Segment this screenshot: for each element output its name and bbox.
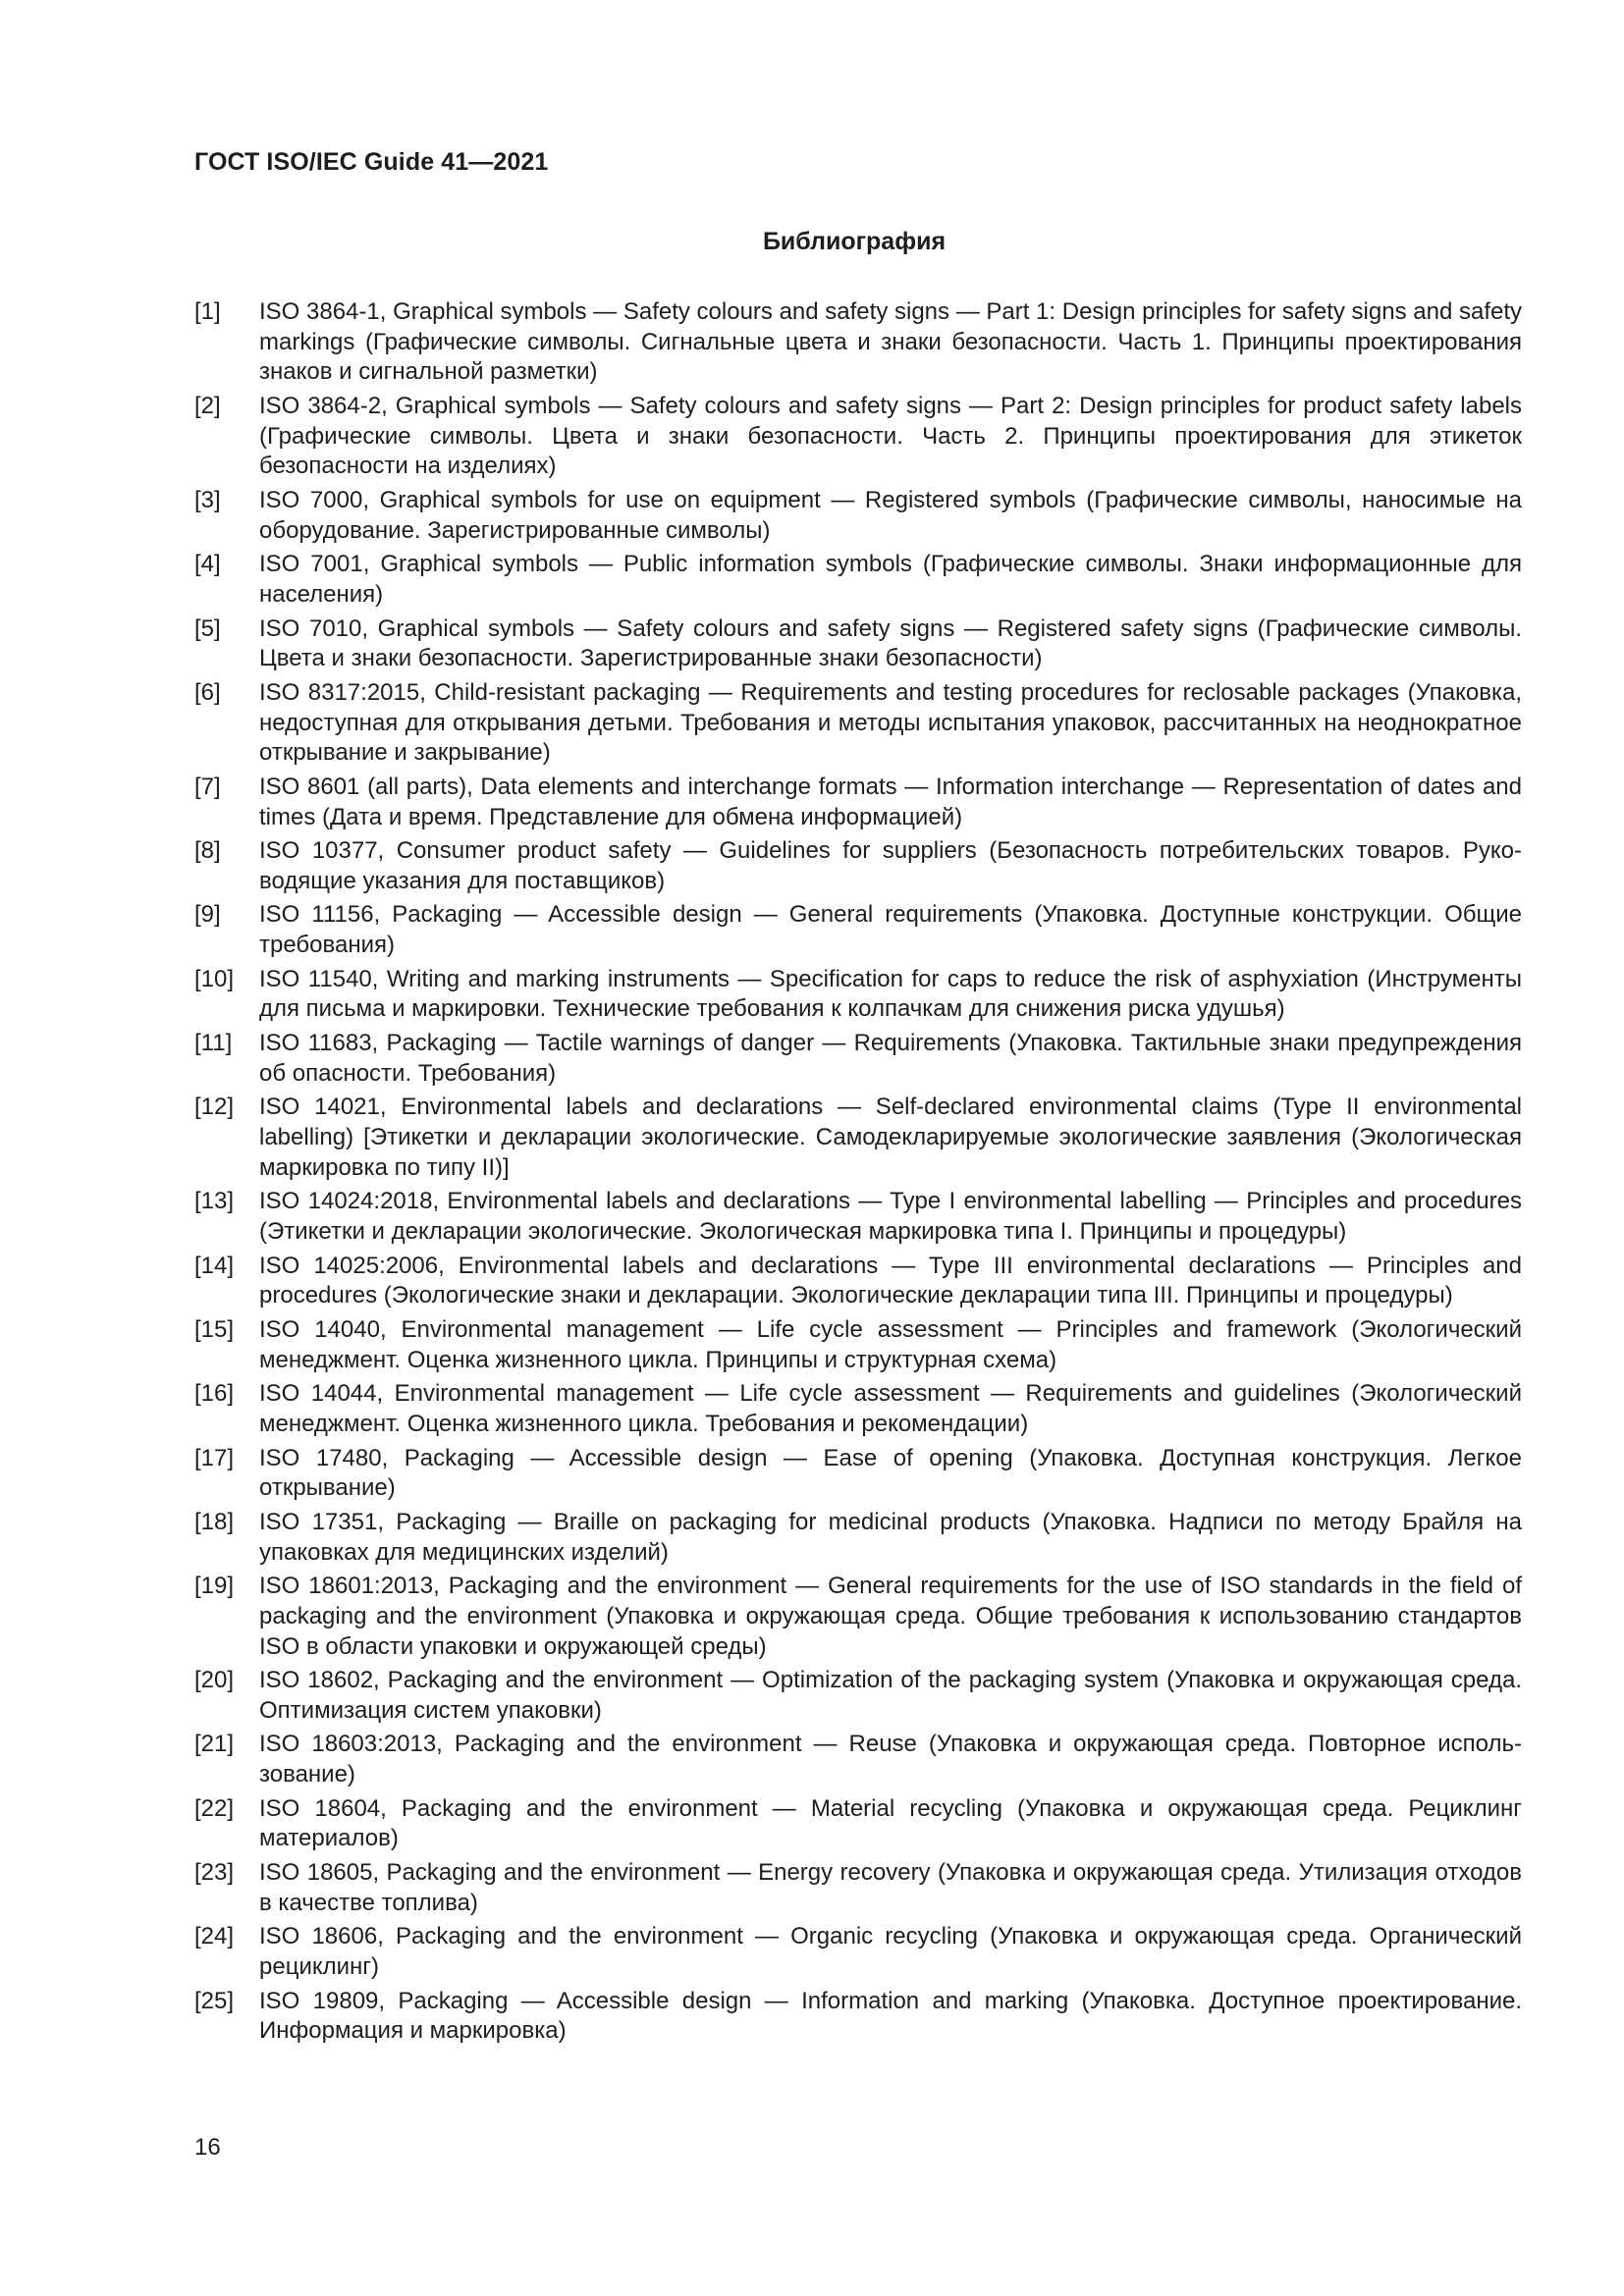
entry-text: ISO 3864-1, Graphical symbols — Safety colours and safety signs — Part 1: Design principles for safety signs and safety markings (Графические символы. Сигнальные цвета и знаки безопасности. Часть 1. Принципы проектирования знаков и сигнальной разметки) [259,298,1522,386]
entry-number: [5] [194,614,221,642]
entry-number: [23] [194,1859,235,1887]
bibliography-entry [194,1730,1522,1789]
entry-text: ISO 10377, Consumer product safety — Guidelines for suppliers (Безопасность потребительских товаров. Руководящие указания для поставщиков) [259,837,1522,894]
bibliography-entry [194,297,1522,388]
bibliography-entry [194,678,1522,769]
bibliography-entry [194,1029,1522,1089]
entry-text: ISO 19809, Packaging — Accessible design — Information and marking (Упаковка. Доступное проектирование. Информация и маркировка) [259,1987,1522,2045]
entry-number: [18] [194,1508,235,1535]
bibliography-entry [194,392,1522,482]
entry-text: ISO 8317:2015, Child-resistant packaging — Requirements and testing procedures for reclosable packages (Упаковка, недоступная для открывания детьми. Требования и методы испытания упаковок, рассчитанных на неоднократное открывание и закрывание) [259,678,1522,767]
entry-number: [22] [194,1794,235,1822]
bibliography-title: Библиография [762,228,947,255]
bibliography-entry [194,1572,1522,1662]
entry-text: ISO 11156, Packaging — Accessible design — General requirements (Упаковка. Доступные конструкции. Общие требования) [259,901,1522,959]
bibliography-entry [194,1093,1522,1183]
entry-number: [3] [194,487,221,513]
entry-number: [17] [194,1444,235,1471]
entry-number: [10] [194,965,235,992]
bibliography-entry [194,1922,1522,1982]
bibliography-entry [194,1666,1522,1726]
entry-text: ISO 14025:2006, Environmental labels and declarations — Type III environmental declarations — Principles and procedures (Экологические знаки и декларации. Экологические декларации типа III. Принципы и процедуры) [259,1252,1522,1309]
entry-number: [2] [194,393,221,419]
entry-text: ISO 18604, Packaging and the environment — Material recycling (Упаковка и окружающая среда. Рециклинг материалов) [259,1794,1522,1852]
bibliography-entry [194,773,1522,832]
entry-number: [6] [194,678,221,706]
bibliography-entry [194,965,1522,1025]
entry-text: ISO 14024:2018, Environmental labels and declarations — Type I environmental labelling — Principles and procedures (Этикетки и декларации экологические. Экологическая маркировка типа I. Принципы и процедуры) [259,1188,1522,1246]
entry-text: ISO 14040, Environmental management — Life cycle assessment — Principles and framework (Экологический менеджмент. Оценка жизненного цикла. Принципы и структурная схема) [259,1315,1522,1373]
entry-number: [15] [194,1315,235,1343]
bibliography-entry [194,550,1522,610]
bibliography-list [194,297,1522,2051]
entry-number: [24] [194,1923,235,1950]
entry-text: ISO 11683, Packaging — Tactile warnings of danger — Requirements (Упаковка. Тактильные знаки предупреждения об опасности. Требования) [259,1030,1522,1087]
entry-number: [19] [194,1573,235,1600]
entry-text: ISO 8601 (all parts), Data elements and interchange formats — Information interchange — Representation of dates and times (Дата и время. Представление для обмена информацией) [259,773,1522,830]
bibliography-entry [194,1858,1522,1918]
bibliography-entry [194,1252,1522,1311]
bibliography-entry [194,1987,1522,2047]
entry-text: ISO 7010, Graphical symbols — Safety colours and safety signs — Registered safety signs (Графические символы. Цвета и знаки безопасности. Зарегистрированные знаки безопасности) [259,614,1522,672]
entry-number: [1] [194,298,221,325]
page-number: 16 [194,2134,221,2161]
document-header: ГОСТ ISO/IEC Guide 41—2021 [194,148,549,176]
entry-text: ISO 18605, Packaging and the environment — Energy recovery (Упаковка и окружающая среда. Утилизация отходов в качестве топлива) [259,1859,1522,1916]
entry-text: ISO 18606, Packaging and the environment — Organic recycling (Упаковка и окружающая среда. Органический рециклинг) [259,1923,1522,1981]
bibliography-entry [194,1508,1522,1568]
entry-number: [4] [194,551,221,578]
entry-number: [11] [194,1030,233,1057]
entry-text: ISO 17480, Packaging — Accessible design — Ease of opening (Упаковка. Доступная конструкция. Легкое открывание) [259,1444,1522,1502]
entry-text: ISO 7000, Graphical symbols for use on equipment — Registered symbols (Графические символы, наносимые на оборудование. Зарегистрированные символы) [259,487,1522,544]
bibliography-entry [194,1315,1522,1375]
entry-number: [16] [194,1380,235,1408]
bibliography-entry [194,1379,1522,1439]
entry-number: [12] [194,1094,235,1121]
bibliography-entry [194,900,1522,960]
entry-number: [9] [194,901,221,929]
bibliography-entry [194,1187,1522,1247]
entry-text: ISO 14044, Environmental management — Life cycle assessment — Requirements and guidelines (Экологический менеджмент. Оценка жизненного цикла. Требования и рекомендации) [259,1380,1522,1437]
bibliography-entry [194,836,1522,896]
entry-number: [20] [194,1667,235,1694]
entry-number: [25] [194,1987,235,2014]
entry-text: ISO 11540, Writing and marking instruments — Specification for caps to reduce the risk of asphyxiation (Инструменты для письма и маркировки. Технические требования к колпачкам для снижения риска удушья) [259,965,1522,1023]
bibliography-entry [194,1444,1522,1504]
entry-text: ISO 18601:2013, Packaging and the environment — General requirements for the use of ISO standards in the field of packaging and the environment (Упаковка и окружающая среда. Общие требования к использованию стандартов ISO в области упаковки и окружающей среды) [259,1573,1522,1660]
bibliography-entry [194,486,1522,546]
entry-number: [14] [194,1252,235,1279]
bibliography-entry [194,1794,1522,1854]
bibliography-entry [194,614,1522,674]
entry-text: ISO 18602, Packaging and the environment — Optimization of the packaging system (Упаковка и окружающая среда. Оптимизация систем упаковки) [259,1667,1522,1724]
entry-text: ISO 7001, Graphical symbols — Public information symbols (Графические символы. Знаки информационные для населения) [259,551,1522,608]
entry-number: [21] [194,1731,235,1758]
entry-number: [8] [194,837,221,865]
entry-text: ISO 3864-2, Graphical symbols — Safety colours and safety signs — Part 2: Design principles for product safety labels (Графические символы. Цвета и знаки безопасности. Часть 2. Принципы проектирования для этикеток безопасности на изделиях) [259,393,1522,480]
entry-text: ISO 17351, Packaging — Braille on packaging for medicinal products (Упаковка. Надписи по методу Брайля на упаковках для медицинских изделий) [259,1508,1522,1566]
entry-text: ISO 18603:2013, Packaging and the environment — Reuse (Упаковка и окружающая среда. Повторное использование) [259,1731,1522,1789]
entry-number: [7] [194,773,221,800]
entry-number: [13] [194,1188,235,1215]
entry-text: ISO 14021, Environmental labels and declarations — Self-declared environmental claims (Type II environmental labelling) [Этикетки и декларации экологические. Самодекларируемые экологические заявления (Экологическая маркировка по типу II)] [259,1094,1522,1181]
